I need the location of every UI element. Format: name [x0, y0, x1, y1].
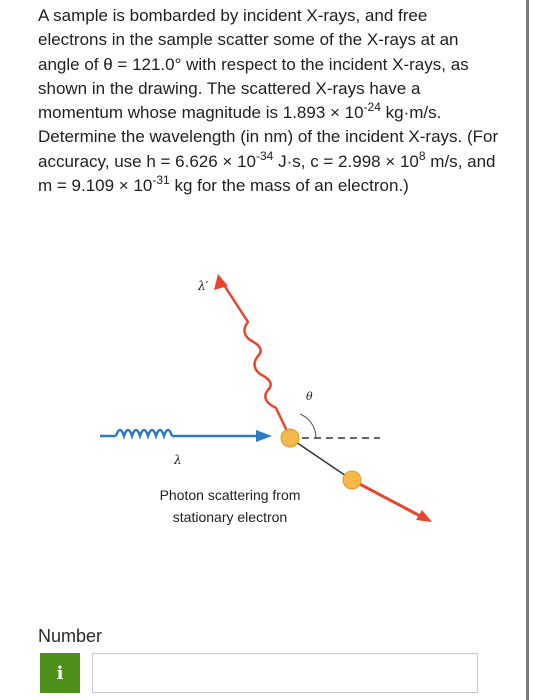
stationary-electron: [281, 429, 299, 447]
separator: ,: [300, 151, 311, 171]
planck-exponent: -34: [256, 148, 274, 163]
question-text: [38, 4, 500, 198]
question-part: A sample is bombarded by incident X-rays, and free electrons in the sample scatter some of the X-rays at an angle of: [38, 6, 459, 74]
mass-exponent: -31: [152, 173, 170, 188]
mass-unit: kg: [169, 176, 193, 196]
electron-mass: [38, 173, 193, 196]
recoil-electron: [343, 471, 361, 489]
light-unit: m/s: [425, 151, 458, 171]
momentum-unit: kg·m/s: [380, 103, 437, 123]
caption-line-1: Photon scattering from: [159, 487, 301, 503]
angle-value: θ = 121.0°: [103, 54, 182, 74]
momentum-base: 1.893 × 10: [282, 103, 364, 123]
angle-arc: [300, 414, 316, 438]
scattered-wavelength-label: λ′: [198, 279, 209, 293]
planck-constant: [146, 148, 301, 171]
caption-line-2: stationary electron: [172, 509, 288, 525]
question-part: with respect to the incident X-rays, as shown in the drawing. The scattered X-rays have a momentum whose magnitude is: [38, 54, 469, 123]
question-part: . Determine the wavelength (in nm) of the incident X-rays. (For accuracy, use: [38, 103, 499, 171]
momentum-exponent: -24: [363, 100, 381, 115]
incident-photon-wave: [116, 430, 172, 436]
light-base: c = 2.998 × 10: [310, 151, 419, 171]
planck-base: h = 6.626 × 10: [146, 151, 256, 171]
compton-scattering-figure: [90, 268, 450, 538]
incident-photon-arrowhead: [256, 430, 272, 442]
planck-unit: J·s: [273, 151, 301, 171]
light-exponent: 8: [418, 148, 426, 163]
mass-base: m = 9.109 × 10: [38, 176, 153, 196]
electron-path-line: [290, 438, 352, 480]
info-icon[interactable]: i: [40, 653, 80, 693]
answer-input[interactable]: [92, 653, 478, 693]
electron-velocity-arrow: [352, 480, 424, 518]
momentum-value: [282, 100, 437, 123]
incident-wavelength-label: λ: [174, 453, 182, 467]
separator: , and: [457, 151, 496, 171]
speed-of-light: [310, 148, 458, 171]
question-part: for the mass of an electron.): [192, 176, 409, 196]
scrollbar[interactable]: [526, 0, 529, 700]
scattering-diagram: [90, 268, 450, 538]
angle-label: θ: [306, 390, 313, 403]
scattered-photon-wave: [222, 282, 287, 431]
answer-row: [40, 653, 480, 693]
answer-label: Number: [38, 626, 103, 646]
